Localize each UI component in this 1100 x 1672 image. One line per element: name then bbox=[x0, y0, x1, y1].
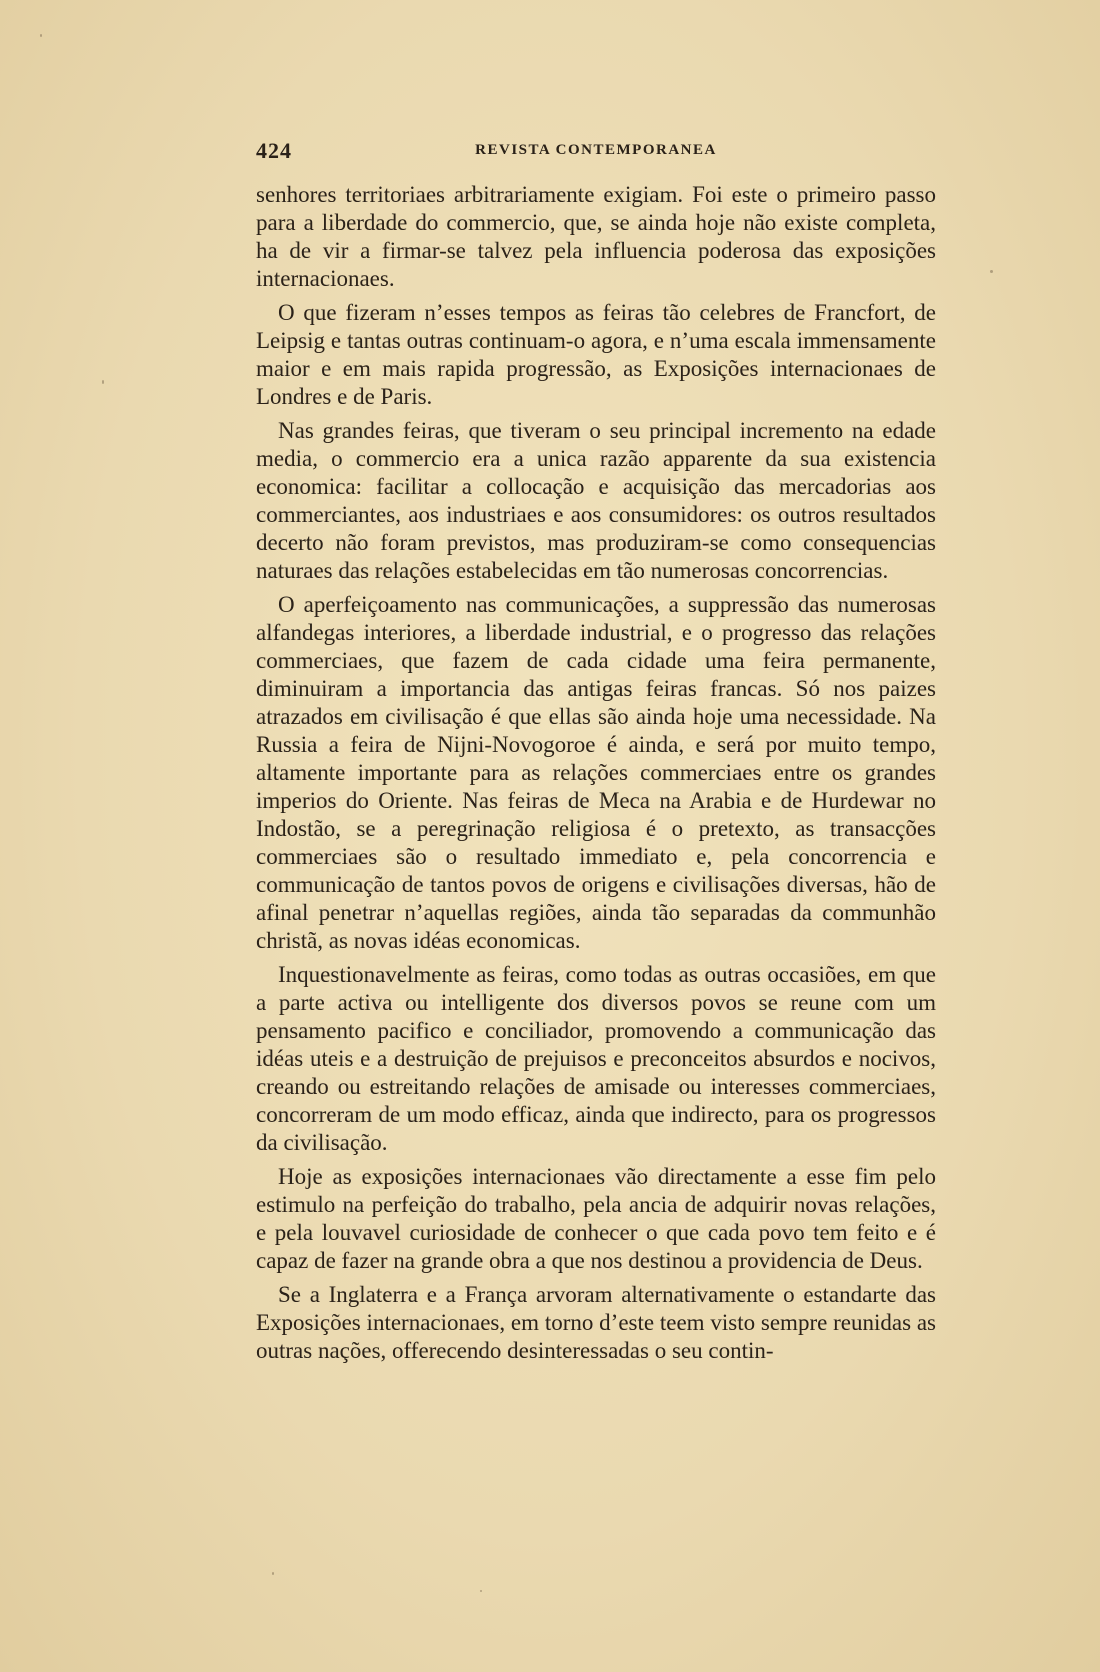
paragraph: O aperfeiçoamento nas communicações, a suppressão das numerosas alfandegas interiores, a liberdade industrial, e o progresso das relações commerciaes, que fazem de cada cidade uma feira permanente, diminuiram a importancia das antigas feiras francas. Só nos paizes atrazados em civilisação é que ellas são ainda hoje uma necessidade. Na Russia a feira de Nijni-Novogoroe é ainda, e será por muito tempo, altamente importante para as relações commerciaes entre os grandes imperios do Oriente. Nas feiras de Meca na Arabia e de Hurdewar no Indostão, se a peregrinação religiosa é o pretexto, as transacções commerciaes são o resultado immediato e, pela concorrencia e communicação de tantos povos de origens e civilisações diversas, hão de afinal penetrar n’aquellas regiões, ainda tão separadas da communhão christã, as novas idéas economicas. bbox=[256, 592, 936, 953]
paragraph: O que fizeram n’esses tempos as feiras tão celebres de Francfort, de Leipsig e tantas outras continuam-o agora, e n’uma escala immensamente maior e em mais rapida progressão, as Exposições internacionaes de Londres e de Paris. bbox=[256, 300, 936, 409]
running-title: REVISTA CONTEMPORANEA bbox=[475, 142, 717, 158]
paper-speck bbox=[272, 1572, 274, 1575]
paper-speck bbox=[990, 270, 993, 273]
body-text bbox=[256, 181, 936, 1371]
paragraph: Nas grandes feiras, que tiveram o seu principal incremento na edade media, o commercio era a unica razão apparente da sua existencia economica: facilitar a collocação e acquisição das mercadorias aos commerciantes, aos industriaes e aos consumidores: os outros resultados decerto não foram previstos, mas produziram-se como consequencias naturaes das relações estabelecidas em tão numerosas concorrencias. bbox=[256, 418, 936, 583]
paragraph: Se a Inglaterra e a França arvoram alternativamente o estandarte das Exposições internacionaes, em torno d’este teem visto sempre reunidas as outras nações, offerecendo desinteressadas o seu contin- bbox=[256, 1282, 936, 1363]
paragraph: Inquestionavelmente as feiras, como todas as outras occasiões, em que a parte activa ou intelligente dos diversos povos se reune com um pensamento pacifico e conciliador, promovendo a communicação das idéas uteis e a destruição de prejuisos e preconceitos absurdos e nocivos, creando ou estreitando relações de amisade ou interesses commerciaes, concorreram de um modo efficaz, ainda que indirecto, para os progressos da civilisação. bbox=[256, 962, 936, 1155]
paragraph-continuation: senhores territoriaes arbitrariamente exigiam. Foi este o primeiro passo para a liberdade do commercio, que, se ainda hoje não existe completa, ha de vir a firmar-se talvez pela influencia poderosa das exposições internacionaes. bbox=[256, 182, 936, 291]
paper-speck bbox=[480, 1590, 482, 1592]
paper-speck bbox=[102, 380, 104, 384]
page-header bbox=[256, 138, 936, 168]
paragraph: Hoje as exposições internacionaes vão directamente a esse fim pelo estimulo na perfeição do trabalho, pela ancia de adquirir novas relações, e pela louvavel curiosidade de conhecer o que cada povo tem feito e é capaz de fazer na grande obra a que nos destinou a providencia de Deus. bbox=[256, 1164, 936, 1273]
paper-speck bbox=[40, 34, 42, 37]
page-number: 424 bbox=[256, 138, 292, 163]
